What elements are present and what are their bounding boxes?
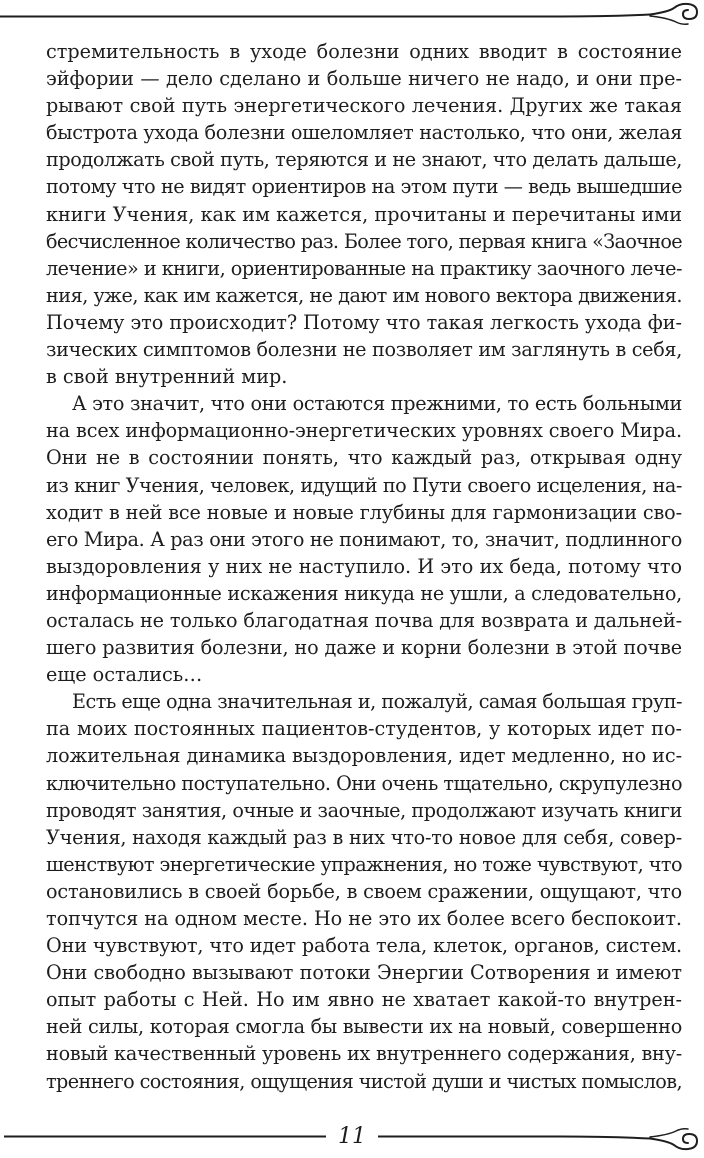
top-ornament-rule	[0, 0, 704, 40]
text-line: Они чувствуют, что идет работа тела, клеток, органов, систем.	[46, 934, 682, 958]
text-line: его Мира. А раз они этого не понимают, то, значит, подлинного	[46, 527, 682, 551]
text-line: ния, уже, как им кажется, не дают им нового вектора движения.	[46, 283, 682, 307]
text-line: бесчисленное количество раз. Более того, первая книга «Заочное	[46, 229, 682, 253]
text-line: Они не в состоянии понять, что каждый раз, открывая одну	[46, 446, 682, 470]
paragraph-1	[46, 38, 682, 390]
text-line: Учения, находя каждый раз в них что-то новое для себя, совер-	[46, 825, 682, 849]
text-line: новый качественный уровень их внутреннего содержания, вну-	[46, 1042, 682, 1066]
text-line: эйфории — дело сделано и больше ничего не надо, и они пре-	[46, 67, 682, 91]
text-line: быстрота ухода болезни ошеломляет настолько, что они, желая	[46, 121, 682, 145]
text-line: еще остались…	[46, 663, 203, 687]
text-line: осталась не только благодатная почва для возврата и дальней-	[46, 608, 682, 632]
text-line: А это значит, что они остаются прежними, то есть больными	[72, 392, 682, 416]
text-line: Они свободно вызывают потоки Энергии Сотворения и имеют	[46, 961, 682, 985]
text-line: книги Учения, как им кажется, прочитаны и перечитаны ими	[46, 202, 682, 226]
text-line: лечение» и книги, ориентированные на практику заочного лече-	[46, 256, 682, 280]
text-line: зических симптомов болезни не позволяет им заглянуть в себя,	[46, 338, 682, 362]
text-line: шего развития болезни, но даже и корни болезни в этой почве	[46, 636, 682, 660]
text-line: на всех информационно-энергетических уровнях своего Мира.	[46, 419, 682, 443]
text-line: ней силы, которая смогла бы вывести их на новый, совершенно	[46, 1015, 682, 1039]
text-line: остановились в своей борьбе, в своем сражении, ощущают, что	[46, 879, 682, 903]
text-line: из книг Учения, человек, идущий по Пути своего исцеления, на-	[46, 473, 682, 497]
text-line: ходит в ней все новые и новые глубины для гармонизации сво-	[46, 500, 682, 524]
paragraph-3	[46, 688, 682, 1094]
text-line: информационные искажения никуда не ушли, а следовательно,	[46, 581, 682, 605]
text-line: стремительность в уходе болезни одних вводит в состояние	[46, 40, 682, 63]
text-line: Есть еще одна значительная и, пожалуй, самая большая груп-	[72, 690, 682, 714]
text-line: топчутся на одном месте. Но не это их более всего беспокоит.	[46, 907, 682, 930]
page-text	[46, 38, 682, 1095]
page-number: 11	[338, 1124, 366, 1149]
text-line: па моих постоянных пациентов-студентов, у которых идет по-	[46, 717, 682, 741]
text-line: выздоровления у них не наступило. И это их беда, потому что	[46, 554, 682, 578]
text-line: ложительная динамика выздоровления, идет медленно, но ис-	[46, 744, 682, 768]
text-line: ключительно поступательно. Они очень тщательно, скрупулезно	[46, 771, 682, 795]
text-line: продолжать свой путь, теряются и не знают, что делать дальше,	[46, 148, 682, 172]
text-line: потому что не видят ориентиров на этом пути — ведь вышедшие	[46, 175, 682, 199]
text-line: треннего состояния, ощущения чистой души и чистых помыслов,	[46, 1069, 682, 1093]
text-line: опыт работы с Ней. Но им явно не хватает какой-то внутрен-	[46, 988, 682, 1012]
text-line: шенствуют энергетические упражнения, но тоже чувствуют, что	[46, 852, 682, 876]
text-line: Почему это происходит? Потому что такая легкость ухода фи-	[46, 310, 682, 334]
paragraph-2	[46, 390, 682, 688]
text-line: в свой внутренний мир.	[46, 365, 288, 389]
text-line: рывают свой путь энергетического лечения. Других же такая	[46, 94, 682, 118]
text-line: проводят занятия, очные и заочные, продолжают изучать книги	[46, 798, 682, 822]
